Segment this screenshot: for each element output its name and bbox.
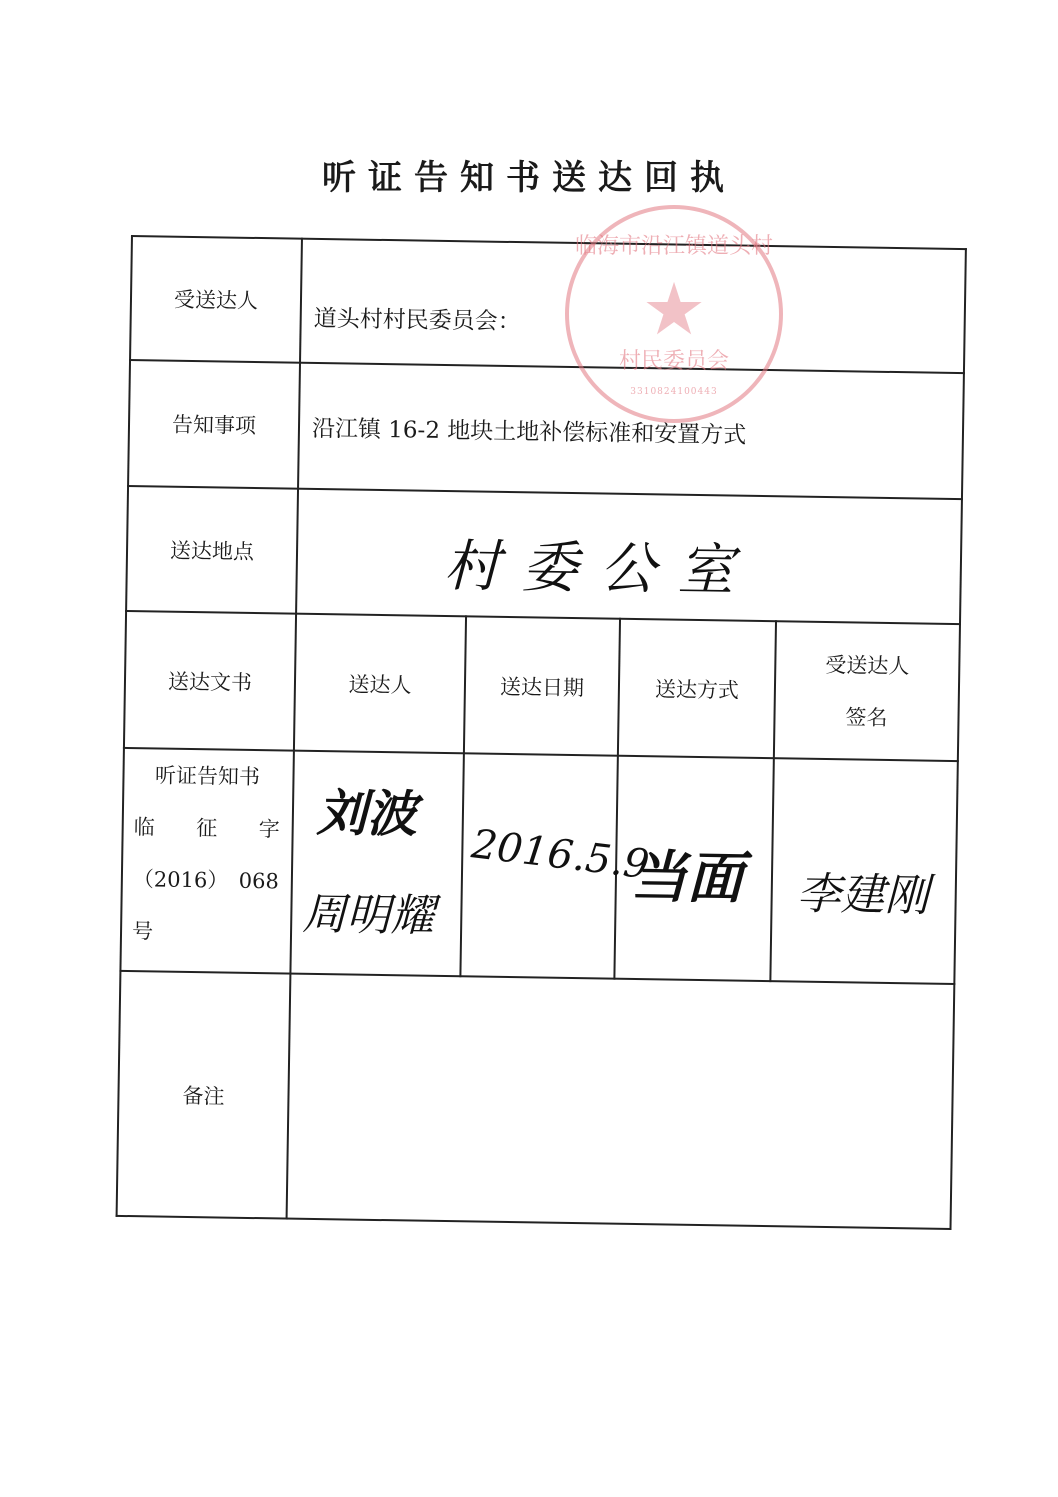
seal-code: 3310824100443 [630, 387, 718, 397]
deliverer-signature-1: 刘波 [316, 782, 418, 844]
header-date: 送达日期 [499, 674, 585, 700]
document-year: （2016） [132, 867, 229, 893]
recipient-signature: 李建刚 [796, 868, 930, 922]
document-name-line1: 听证告知书 [154, 763, 261, 790]
document-char-3: 字 [258, 817, 280, 842]
place-label: 送达地点 [169, 538, 255, 564]
header-signature-line1: 受送达人 [825, 652, 910, 678]
receipt-table [116, 235, 967, 1230]
document-number: 068 [238, 868, 280, 894]
deliverer-signature-2: 周明耀 [301, 888, 435, 942]
header-signature-line2: 签名 [845, 704, 888, 730]
header-deliverer: 送达人 [348, 671, 412, 697]
seal-org-text: 村民委员会 [618, 349, 729, 374]
recipient-label: 受送达人 [173, 287, 259, 314]
document-char-2: 征 [196, 816, 218, 841]
page-title: 听证告知书送达回执 [322, 158, 736, 198]
delivery-date-handwriting: 2016.5.9 [469, 821, 652, 889]
document-name [132, 749, 281, 959]
document-name-line4: 号 [131, 919, 154, 944]
remarks-label: 备注 [182, 1083, 225, 1109]
document-name-line3 [132, 853, 279, 907]
place-handwriting: 村委公室 [443, 533, 757, 604]
remarks-value [288, 975, 954, 1228]
delivery-method-handwriting: 当面 [630, 843, 744, 912]
header-signature [775, 622, 959, 760]
recipient-value: 道头村村民委员会： [313, 305, 521, 335]
matter-value: 沿江镇 16-2 地块土地补偿标准和安置方式 [311, 415, 747, 449]
header-document: 送达文书 [167, 669, 253, 695]
matter-label: 告知事项 [171, 412, 257, 438]
header-method: 送达方式 [654, 676, 740, 703]
document-char-1: 临 [133, 815, 155, 840]
seal-star-icon: ★ [641, 267, 707, 351]
official-seal [565, 205, 783, 423]
seal-arc-text: 临海市沿江镇道头村 [574, 234, 773, 259]
document-name-line2 [133, 801, 280, 855]
